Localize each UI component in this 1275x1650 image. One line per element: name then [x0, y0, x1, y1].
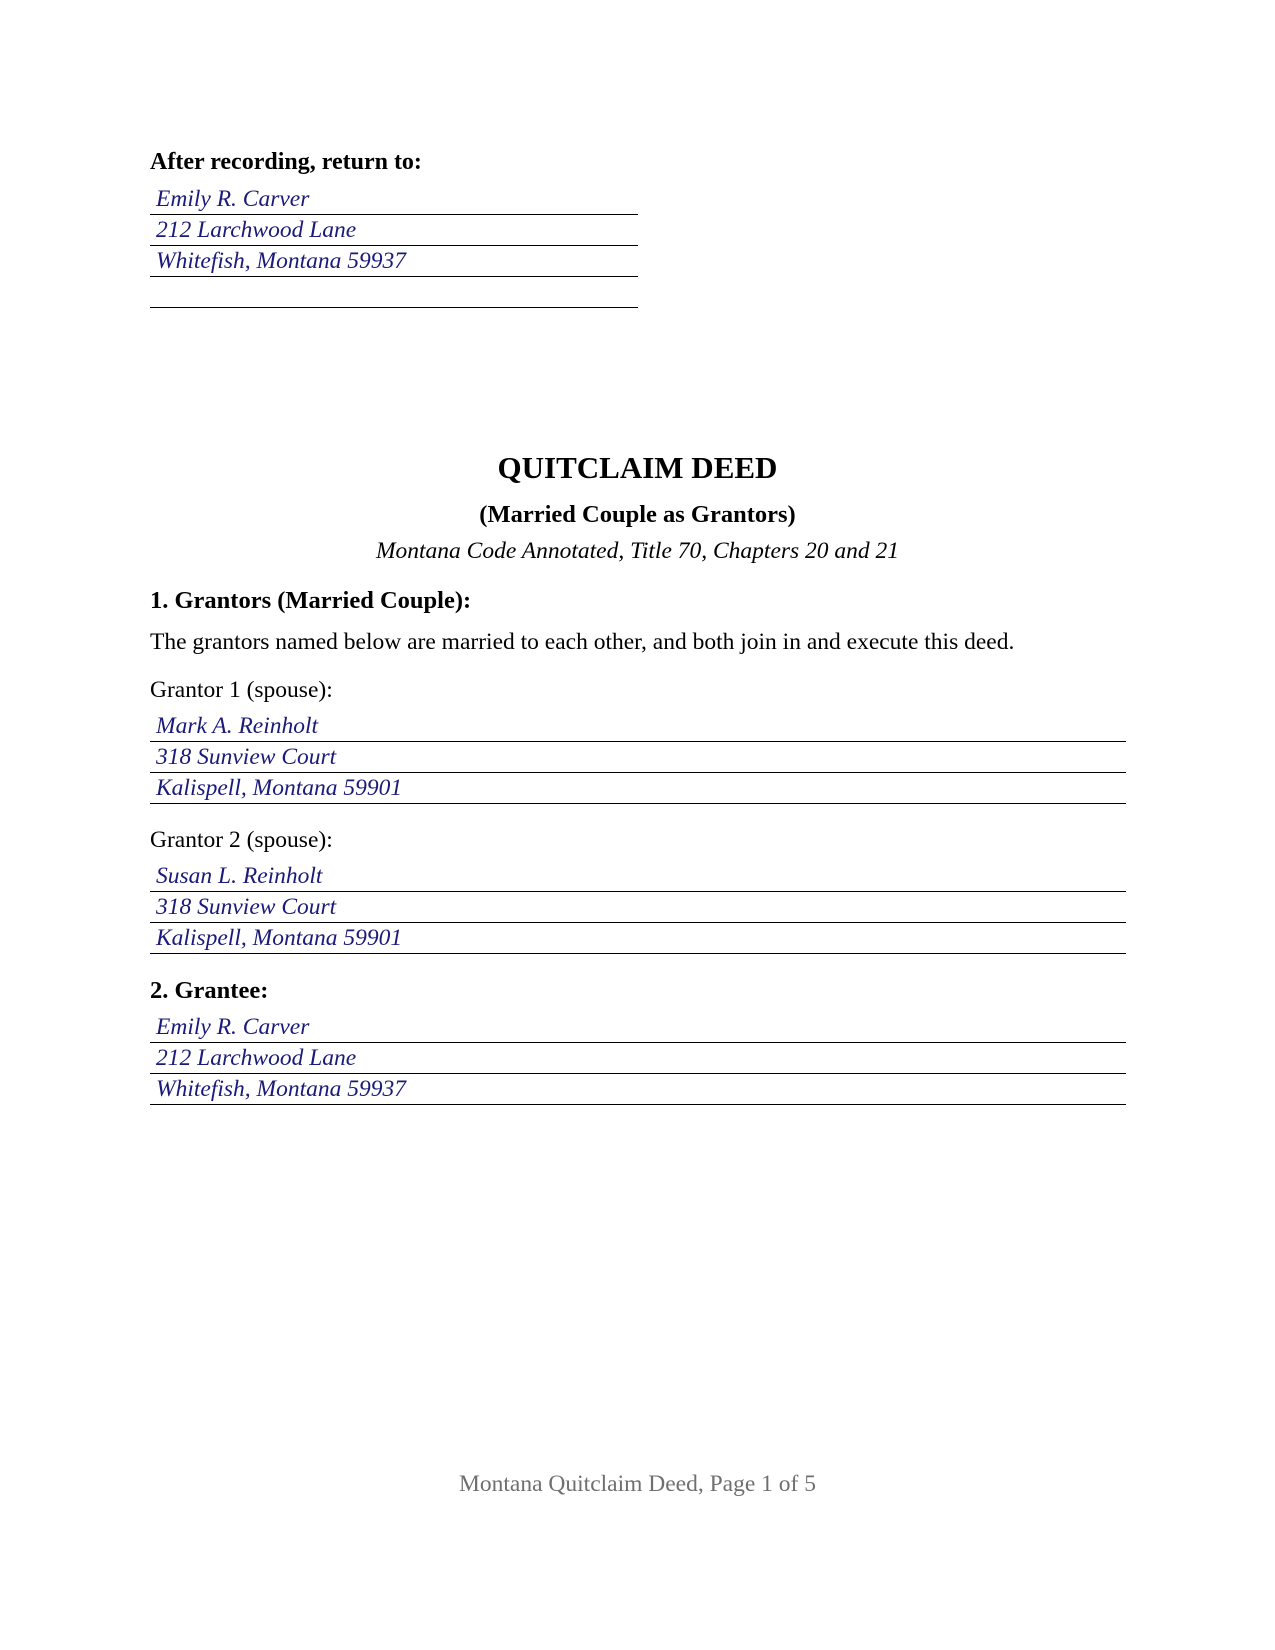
- document-subtitle: (Married Couple as Grantors): [479, 501, 796, 528]
- grantee-city-field[interactable]: Whitefish, Montana 59937: [150, 1074, 1126, 1105]
- return-to-extra-field[interactable]: [150, 277, 638, 308]
- grantee-name-field[interactable]: Emily R. Carver: [150, 1012, 1126, 1043]
- grantor1-street-field[interactable]: 318 Sunview Court: [150, 742, 1126, 773]
- grantors-intro-text: The grantors named below are married to each other, and both join in and execute this deed.: [150, 629, 1015, 655]
- grantee-address: [150, 1012, 1126, 1105]
- grantor2-city-field[interactable]: Kalispell, Montana 59901: [150, 923, 1126, 954]
- statute-citation: Montana Code Annotated, Title 70, Chapters 20 and 21: [375, 538, 900, 564]
- document-title: QUITCLAIM DEED: [497, 450, 778, 485]
- grantor2-address: [150, 861, 1126, 954]
- grantor2-street-field[interactable]: 318 Sunview Court: [150, 892, 1126, 923]
- section-grantors-heading: 1. Grantors (Married Couple):: [150, 587, 472, 614]
- grantor1-label: Grantor 1 (spouse):: [150, 677, 333, 703]
- grantee-street-field[interactable]: 212 Larchwood Lane: [150, 1043, 1126, 1074]
- section-grantee-heading: 2. Grantee:: [150, 977, 269, 1004]
- return-to-street-field[interactable]: 212 Larchwood Lane: [150, 215, 638, 246]
- grantor2-label: Grantor 2 (spouse):: [150, 827, 333, 853]
- return-to-heading: After recording, return to:: [150, 149, 422, 175]
- grantor1-city-field[interactable]: Kalispell, Montana 59901: [150, 773, 1126, 804]
- return-to-name-field[interactable]: Emily R. Carver: [150, 184, 638, 215]
- return-to-address: [150, 184, 638, 308]
- grantor1-address: [150, 711, 1126, 804]
- return-to-city-field[interactable]: Whitefish, Montana 59937: [150, 246, 638, 277]
- grantor1-name-field[interactable]: Mark A. Reinholt: [150, 711, 1126, 742]
- page-footer: Montana Quitclaim Deed, Page 1 of 5: [459, 1471, 816, 1497]
- grantor2-name-field[interactable]: Susan L. Reinholt: [150, 861, 1126, 892]
